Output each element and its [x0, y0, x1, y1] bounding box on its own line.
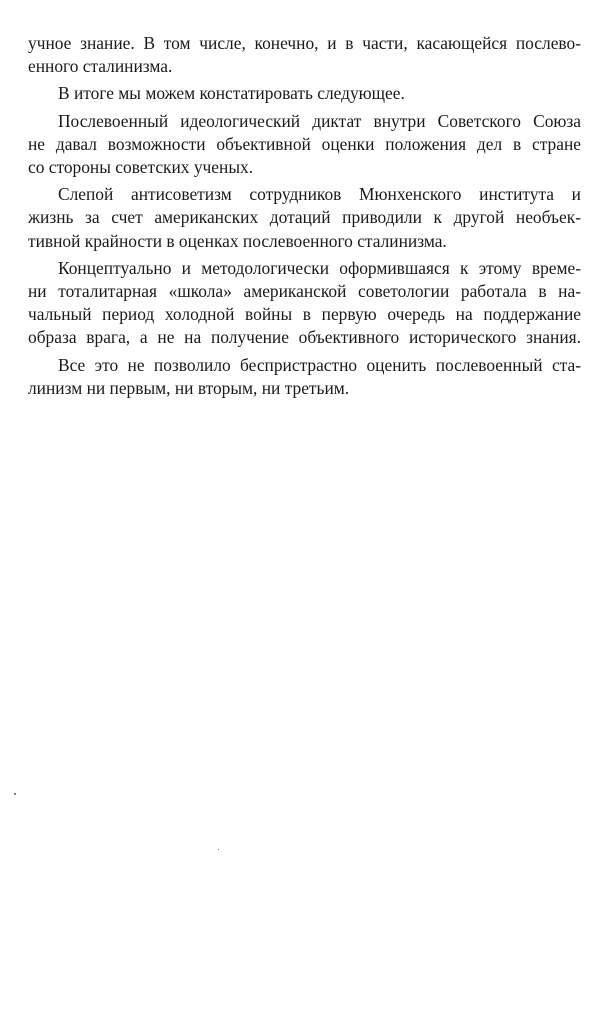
text-line: со стороны советских ученых. [28, 157, 254, 178]
paragraph-6 [28, 354, 581, 400]
text-line: Концептуально и методологически оформившаяся к этому време- [58, 257, 581, 278]
text-line: тивной крайности в оценках послевоенного сталинизма. [28, 230, 447, 251]
body-text [28, 32, 581, 400]
text-line: Слепой антисоветизм сотрудников Мюнхенского института и [58, 184, 581, 205]
paragraph-1 [28, 32, 581, 78]
text-line: жизнь за счет американских дотаций приводили к другой необъек- [28, 207, 581, 228]
text-line: чальный период холодной войны в первую очередь на поддержание [28, 304, 581, 325]
text-line: ни тоталитарная «школа» американской советологии работала в на- [28, 281, 581, 302]
text-line: образа врага, а не на получение объективного исторического знания. [28, 327, 581, 348]
text-line: енного сталинизма. [28, 56, 173, 77]
text-line: учное знание. В том числе, конечно, и в части, касающейся послево- [28, 33, 581, 53]
paragraph-3 [28, 110, 581, 180]
text-line: Послевоенный идеологический диктат внутри Советского Союза [58, 110, 581, 131]
text-line: не давал возможности объективной оценки положения дел в стране [28, 133, 581, 154]
paragraph-2 [28, 82, 581, 105]
scan-speck [14, 793, 16, 795]
scan-speck [218, 849, 219, 850]
paragraph-4 [28, 183, 581, 253]
text-line: линизм ни первым, ни вторым, ни третьим. [28, 377, 350, 398]
text-line: Все это не позволило беспристрастно оценить послевоенный ста- [58, 354, 581, 375]
text-line: В итоге мы можем констатировать следующее. [58, 83, 405, 104]
paragraph-5 [28, 257, 581, 350]
